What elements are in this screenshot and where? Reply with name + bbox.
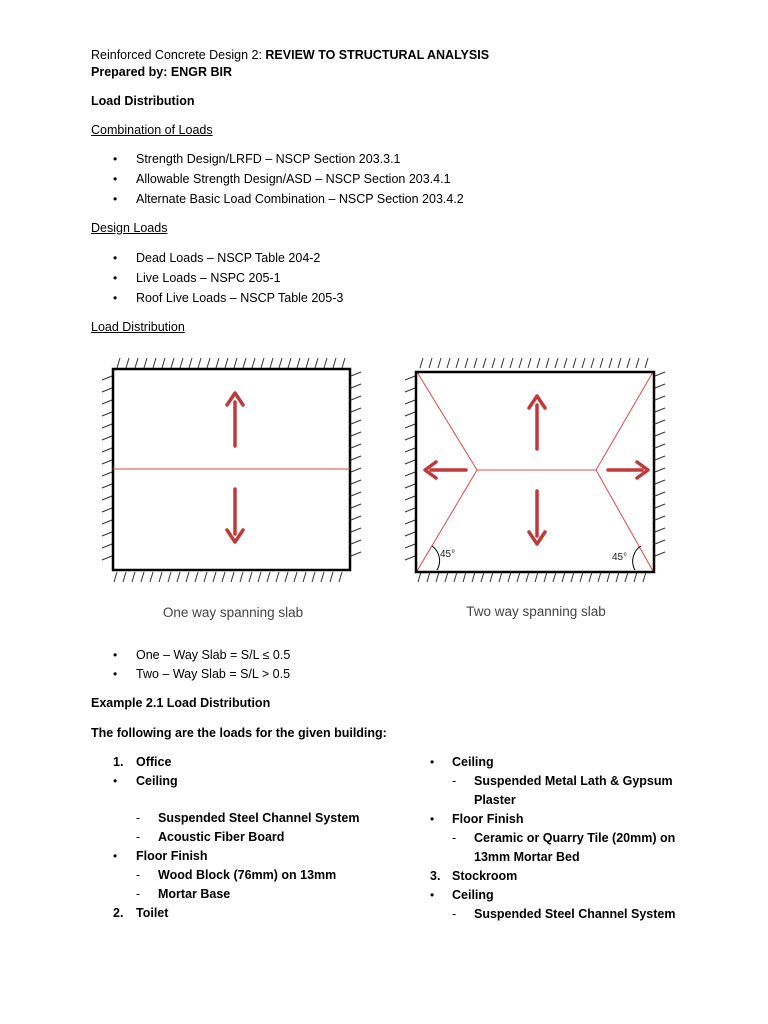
ceiling-item: Acoustic Fiber Board <box>158 830 285 844</box>
bullet: • <box>430 888 435 902</box>
arrow-up-icon <box>529 396 545 449</box>
arrow-right-icon <box>608 462 648 478</box>
dash: - <box>452 831 457 845</box>
prepared-name: ENGR BIR <box>170 65 233 79</box>
bullet: • <box>113 172 118 186</box>
combination-heading: Combination of Loads <box>91 123 213 137</box>
stockroom-label: Stockroom <box>452 869 518 883</box>
ceiling-item: Suspended Steel Channel System <box>474 907 676 921</box>
ceiling-item: Suspended Steel Channel System <box>158 811 360 825</box>
prepared-label: Prepared by: <box>91 65 171 79</box>
floor-item: Mortar Base <box>158 887 231 901</box>
list-number: 2. <box>113 906 124 920</box>
angle-arc-right <box>633 546 641 570</box>
combination-item: Allowable Strength Design/ASD – NSCP Section 203.4.1 <box>136 172 451 186</box>
ceiling-label: Ceiling <box>452 755 494 769</box>
bullet: • <box>113 667 118 681</box>
ratio-one-way: One – Way Slab = S/L ≤ 0.5 <box>136 648 291 662</box>
bullet: • <box>430 812 435 826</box>
dash: - <box>136 830 141 844</box>
dash: - <box>452 907 457 921</box>
example-intro: The following are the loads for the given building: <box>91 726 387 740</box>
ceiling-label: Ceiling <box>452 888 494 902</box>
list-number: 3. <box>430 869 441 883</box>
floor-item: Wood Block (76mm) on 13mm <box>158 868 337 882</box>
design-load-item: Dead Loads – NSCP Table 204-2 <box>136 251 321 265</box>
course-prefix: Reinforced Concrete Design 2: <box>91 48 266 62</box>
course-topic: REVIEW TO STRUCTURAL ANALYSIS <box>265 48 490 62</box>
bullet: • <box>113 849 118 863</box>
arrow-down-icon <box>529 491 545 544</box>
bullet: • <box>113 152 118 166</box>
floor-finish-label: Floor Finish <box>136 849 208 863</box>
section-title: Load Distribution <box>91 94 195 108</box>
dash: - <box>136 868 141 882</box>
two-way-caption: Two way spanning slab <box>466 604 606 619</box>
support-hatch-bottom <box>418 572 646 582</box>
example-title: Example 2.1 Load Distribution <box>91 696 271 710</box>
dash: - <box>452 774 457 788</box>
dash: - <box>136 811 141 825</box>
design-load-item: Live Loads – NSPC 205-1 <box>136 271 281 285</box>
bullet: • <box>113 251 118 265</box>
floor-finish-label: Floor Finish <box>452 812 524 826</box>
angle-arc-left <box>432 546 440 570</box>
bullet: • <box>113 291 118 305</box>
ceiling-item: Suspended Metal Lath & Gypsum <box>474 774 673 788</box>
toilet-label: Toilet <box>136 906 169 920</box>
one-way-caption: One way spanning slab <box>162 605 304 620</box>
list-number: 1. <box>113 755 124 769</box>
arrow-left-icon <box>425 462 466 478</box>
bullet: • <box>113 648 118 662</box>
bullet: • <box>113 271 118 285</box>
support-hatch-left <box>405 376 415 560</box>
dash: - <box>136 887 141 901</box>
design-load-item: Roof Live Loads – NSCP Table 205-3 <box>136 291 344 305</box>
design-loads-heading: Design Loads <box>91 221 168 235</box>
ceiling-item-cont: Plaster <box>474 793 516 807</box>
combination-item: Alternate Basic Load Combination – NSCP Section 203.4.2 <box>136 192 464 206</box>
office-label: Office <box>136 755 172 769</box>
support-hatch-right <box>655 372 665 556</box>
angle-label-right: 45° <box>612 552 628 563</box>
bullet: • <box>113 192 118 206</box>
ratio-two-way: Two – Way Slab = S/L > 0.5 <box>136 667 291 681</box>
angle-label-left: 45° <box>440 549 456 560</box>
floor-item: Ceramic or Quarry Tile (20mm) on <box>474 831 676 845</box>
bullet: • <box>430 755 435 769</box>
floor-item-cont: 13mm Mortar Bed <box>474 850 580 864</box>
combination-item: Strength Design/LRFD – NSCP Section 203.3.1 <box>136 152 401 166</box>
load-distribution-heading: Load Distribution <box>91 320 185 334</box>
ceiling-label: Ceiling <box>136 774 178 788</box>
bullet: • <box>113 774 118 788</box>
support-hatch-top <box>420 358 648 368</box>
